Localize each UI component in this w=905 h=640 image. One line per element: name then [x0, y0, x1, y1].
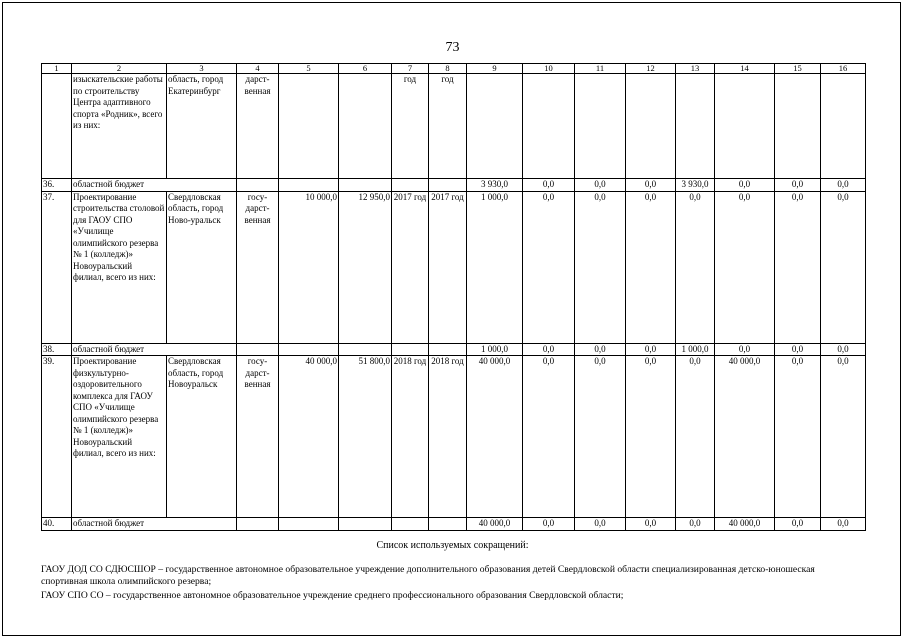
col-num: 6 — [339, 64, 392, 74]
value-cell: 0,0 — [821, 518, 866, 531]
budget-label: областной бюджет — [72, 179, 237, 192]
value-cell: 0,0 — [821, 191, 866, 343]
col-num: 7 — [392, 64, 429, 74]
table-row-continuation — [42, 74, 866, 179]
row-number: 38. — [42, 343, 72, 356]
row-number — [42, 74, 72, 179]
col-num: 5 — [279, 64, 339, 74]
table-row — [42, 179, 866, 192]
start-year: 2018 год — [392, 356, 429, 518]
budget-table — [41, 63, 866, 531]
value-cell: 0,0 — [626, 191, 676, 343]
col-num: 8 — [429, 64, 467, 74]
location: Свердловская область, город Ново-уральск — [167, 191, 237, 343]
value-cell: 0,0 — [676, 191, 715, 343]
location: область, город Екатеринбург — [167, 74, 237, 179]
value-cell: 0,0 — [821, 343, 866, 356]
value-cell: 0,0 — [575, 343, 626, 356]
object-name: изыскательские работы по строительству Центра адаптивного спорта «Родник», всего из них: — [72, 74, 167, 179]
table-row — [42, 191, 866, 343]
value-cell: 0,0 — [715, 191, 775, 343]
value-cell: 0,0 — [775, 179, 821, 192]
value-cell: 0,0 — [676, 356, 715, 518]
total-cost: 51 800,0 — [339, 356, 392, 518]
value-cell: 0,0 — [676, 518, 715, 531]
location: Свердловская область, город Новоуральск — [167, 356, 237, 518]
col-num: 2 — [72, 64, 167, 74]
estimated-cost: 40 000,0 — [279, 356, 339, 518]
table-row — [42, 518, 866, 531]
col-num: 12 — [626, 64, 676, 74]
col-num: 14 — [715, 64, 775, 74]
col-num: 3 — [167, 64, 237, 74]
value-cell: 0,0 — [626, 179, 676, 192]
value-cell: 0,0 — [775, 191, 821, 343]
end-year: 2018 год — [429, 356, 467, 518]
end-year: 2017 год — [429, 191, 467, 343]
value-cell: 0,0 — [523, 518, 575, 531]
col-num: 13 — [676, 64, 715, 74]
total-cost: 12 950,0 — [339, 191, 392, 343]
value-cell: 0,0 — [575, 191, 626, 343]
abbreviations-title: Список используемых сокращений: — [376, 540, 529, 551]
value-cell: 40 000,0 — [467, 356, 523, 518]
value-cell: 0,0 — [821, 356, 866, 518]
value-cell: 40 000,0 — [715, 356, 775, 518]
estimated-cost: 10 000,0 — [279, 191, 339, 343]
value-cell: 0,0 — [626, 518, 676, 531]
value-cell: 0,0 — [775, 356, 821, 518]
value-cell: 40 000,0 — [715, 518, 775, 531]
value-cell: 0,0 — [821, 179, 866, 192]
row-number: 40. — [42, 518, 72, 531]
value-cell: 1 000,0 — [467, 191, 523, 343]
value-cell: 0,0 — [775, 518, 821, 531]
value-cell: 3 930,0 — [467, 179, 523, 192]
value-cell: 0,0 — [523, 191, 575, 343]
value-cell: 0,0 — [523, 179, 575, 192]
col-num: 16 — [821, 64, 866, 74]
cell — [339, 74, 392, 179]
value-cell: 0,0 — [523, 343, 575, 356]
col-num: 10 — [523, 64, 575, 74]
ownership: госу-дарст-венная — [237, 191, 279, 343]
table-row — [42, 343, 866, 356]
table-row — [42, 356, 866, 518]
start-year: 2017 год — [392, 191, 429, 343]
value-cell: 0,0 — [775, 343, 821, 356]
abbreviation-entry: ГАОУ СПО СО – государственное автономное образовательное учреждение среднего профессионального образования Свердловской области; — [41, 590, 624, 601]
column-number-row — [42, 64, 866, 74]
page-number: 73 — [445, 40, 460, 55]
start-year: год — [392, 74, 429, 179]
object-name: Проектирование физкультурно-оздоровительного комплекса для ГАОУ СПО «Училище олимпийского резерва № 1 (колледж)» Новоуральский филиал, всего из них: — [72, 356, 167, 518]
cell — [279, 74, 339, 179]
col-num: 1 — [42, 64, 72, 74]
value-cell: 0,0 — [715, 343, 775, 356]
value-cell: 0,0 — [575, 356, 626, 518]
row-number: 39. — [42, 356, 72, 518]
value-cell: 40 000,0 — [467, 518, 523, 531]
value-cell: 0,0 — [626, 343, 676, 356]
value-cell: 0,0 — [575, 518, 626, 531]
col-num: 15 — [775, 64, 821, 74]
value-cell: 3 930,0 — [676, 179, 715, 192]
end-year: год — [429, 74, 467, 179]
row-number: 37. — [42, 191, 72, 343]
value-cell: 0,0 — [626, 356, 676, 518]
ownership: дарст-венная — [237, 74, 279, 179]
budget-label: областной бюджет — [72, 518, 237, 531]
row-number: 36. — [42, 179, 72, 192]
budget-label: областной бюджет — [72, 343, 237, 356]
col-num: 4 — [237, 64, 279, 74]
ownership: госу-дарст-венная — [237, 356, 279, 518]
value-cell: 0,0 — [575, 179, 626, 192]
object-name: Проектирование строительства столовой для ГАОУ СПО «Училище олимпийского резерва № 1 (колледж)» Новоуральский филиал, всего из них: — [72, 191, 167, 343]
value-cell: 1 000,0 — [467, 343, 523, 356]
col-num: 9 — [467, 64, 523, 74]
value-cell: 0,0 — [715, 179, 775, 192]
value-cell: 0,0 — [523, 356, 575, 518]
abbreviation-entry: ГАОУ ДОД СО СДЮСШОР – государственное автономное образовательное учреждение дополнительного образования детей Свердловской области специализированная детско-юношеская спортивная школа олимпийского резерва; — [41, 564, 815, 587]
value-cell: 1 000,0 — [676, 343, 715, 356]
col-num: 11 — [575, 64, 626, 74]
